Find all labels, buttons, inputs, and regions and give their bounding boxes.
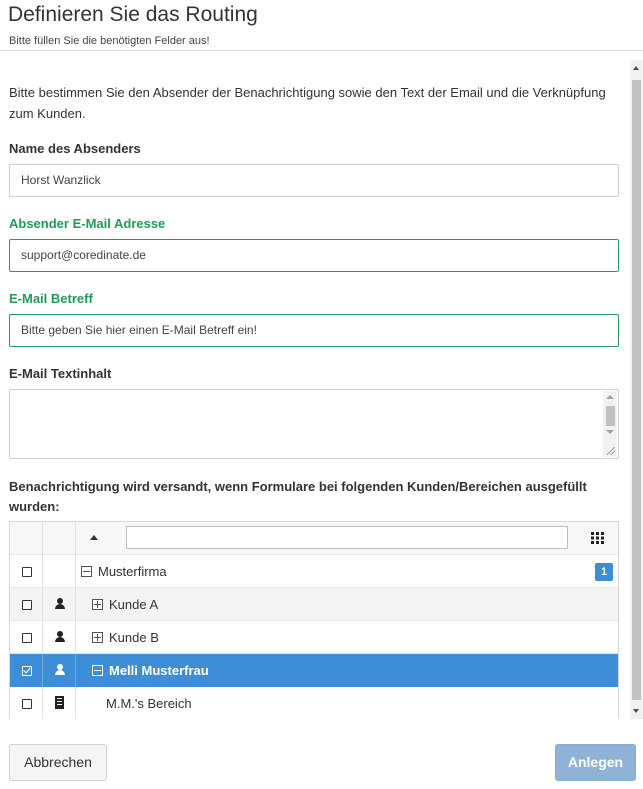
person-icon-body xyxy=(55,637,65,642)
row-checkbox[interactable] xyxy=(22,633,32,643)
row-checkbox[interactable] xyxy=(22,567,32,577)
icon-cell xyxy=(43,687,76,719)
collapse-icon[interactable] xyxy=(81,566,92,577)
collapse-icon[interactable] xyxy=(92,665,103,676)
sender-email-input[interactable]: support@coredinate.de xyxy=(9,239,619,272)
tree-node-label[interactable]: Kunde A xyxy=(109,597,159,612)
tree-row-selected[interactable] xyxy=(10,654,618,687)
tree-node-label[interactable]: M.M.'s Bereich xyxy=(106,696,192,711)
scroll-up-icon[interactable] xyxy=(606,395,614,399)
check-cell xyxy=(10,621,43,654)
tree-node-label[interactable]: Kunde B xyxy=(109,630,159,645)
icon-cell xyxy=(43,588,76,621)
icon-cell xyxy=(43,555,76,588)
sender-email-label: Absender E-Mail Adresse xyxy=(9,216,166,231)
count-badge: 1 xyxy=(595,563,613,581)
subject-input[interactable]: Bitte geben Sie hier einen E-Mail Betreff ein! xyxy=(9,314,619,347)
person-icon xyxy=(54,664,66,676)
person-icon xyxy=(54,598,66,610)
person-icon-body xyxy=(55,670,65,675)
icon-cell xyxy=(43,621,76,654)
scroll-up-icon[interactable] xyxy=(633,66,639,70)
notification-label: Benachrichtigung wird versandt, wenn Formulare bei folgenden Kunden/Bereichen ausgefüllt wurden: xyxy=(9,479,587,514)
form-scrollbar[interactable] xyxy=(630,60,643,719)
sender-name-input[interactable]: Horst Wanzlick xyxy=(9,164,619,197)
tree-node-label[interactable]: Melli Musterfrau xyxy=(109,663,209,678)
resize-grip-icon[interactable] xyxy=(607,447,615,455)
sender-name-label: Name des Absenders xyxy=(9,141,141,156)
expand-icon[interactable] xyxy=(92,599,103,610)
customer-tree xyxy=(9,521,619,719)
tree-row[interactable] xyxy=(10,687,618,719)
building-icon xyxy=(55,696,64,709)
row-checkbox-checked[interactable] xyxy=(22,666,32,676)
page-title: Definieren Sie das Routing xyxy=(8,3,258,26)
check-cell xyxy=(10,555,43,588)
cancel-button[interactable]: Abbrechen xyxy=(9,744,107,781)
dialog-header xyxy=(0,0,643,51)
check-cell xyxy=(10,588,43,621)
scroll-thumb[interactable] xyxy=(632,80,641,700)
header-icon-cell xyxy=(43,522,76,555)
tree-row[interactable] xyxy=(10,621,618,654)
form-scroll-area xyxy=(0,52,643,719)
scroll-down-icon[interactable] xyxy=(606,430,614,434)
form-content xyxy=(0,52,630,719)
person-icon-body xyxy=(55,604,65,609)
tree-header xyxy=(10,522,618,555)
body-label: E-Mail Textinhalt xyxy=(9,366,112,381)
scroll-down-icon[interactable] xyxy=(633,709,639,713)
icon-cell xyxy=(43,654,76,687)
check-cell xyxy=(10,654,43,687)
row-checkbox[interactable] xyxy=(22,699,32,709)
row-checkbox[interactable] xyxy=(22,600,32,610)
sort-ascending-icon[interactable] xyxy=(90,535,98,540)
textarea-scroll-thumb[interactable] xyxy=(606,406,615,426)
person-icon xyxy=(54,631,66,643)
column-chooser-icon[interactable] xyxy=(591,532,605,544)
create-button[interactable]: Anlegen xyxy=(555,744,636,781)
page-subtitle: Bitte füllen Sie die benötigten Felder aus! xyxy=(9,35,210,47)
header-check-cell xyxy=(10,522,43,555)
tree-filter-input[interactable] xyxy=(126,526,568,549)
tree-row[interactable] xyxy=(10,555,618,588)
check-cell xyxy=(10,687,43,719)
tree-node-label[interactable]: Musterfirma xyxy=(98,564,167,579)
subject-label: E-Mail Betreff xyxy=(9,291,93,306)
expand-icon[interactable] xyxy=(92,632,103,643)
tree-row[interactable] xyxy=(10,588,618,621)
intro-text: Bitte bestimmen Sie den Absender der Benachrichtigung sowie den Text der Email und die Verknüpfung zum Kunden. xyxy=(9,85,606,121)
body-textarea[interactable] xyxy=(9,389,619,459)
